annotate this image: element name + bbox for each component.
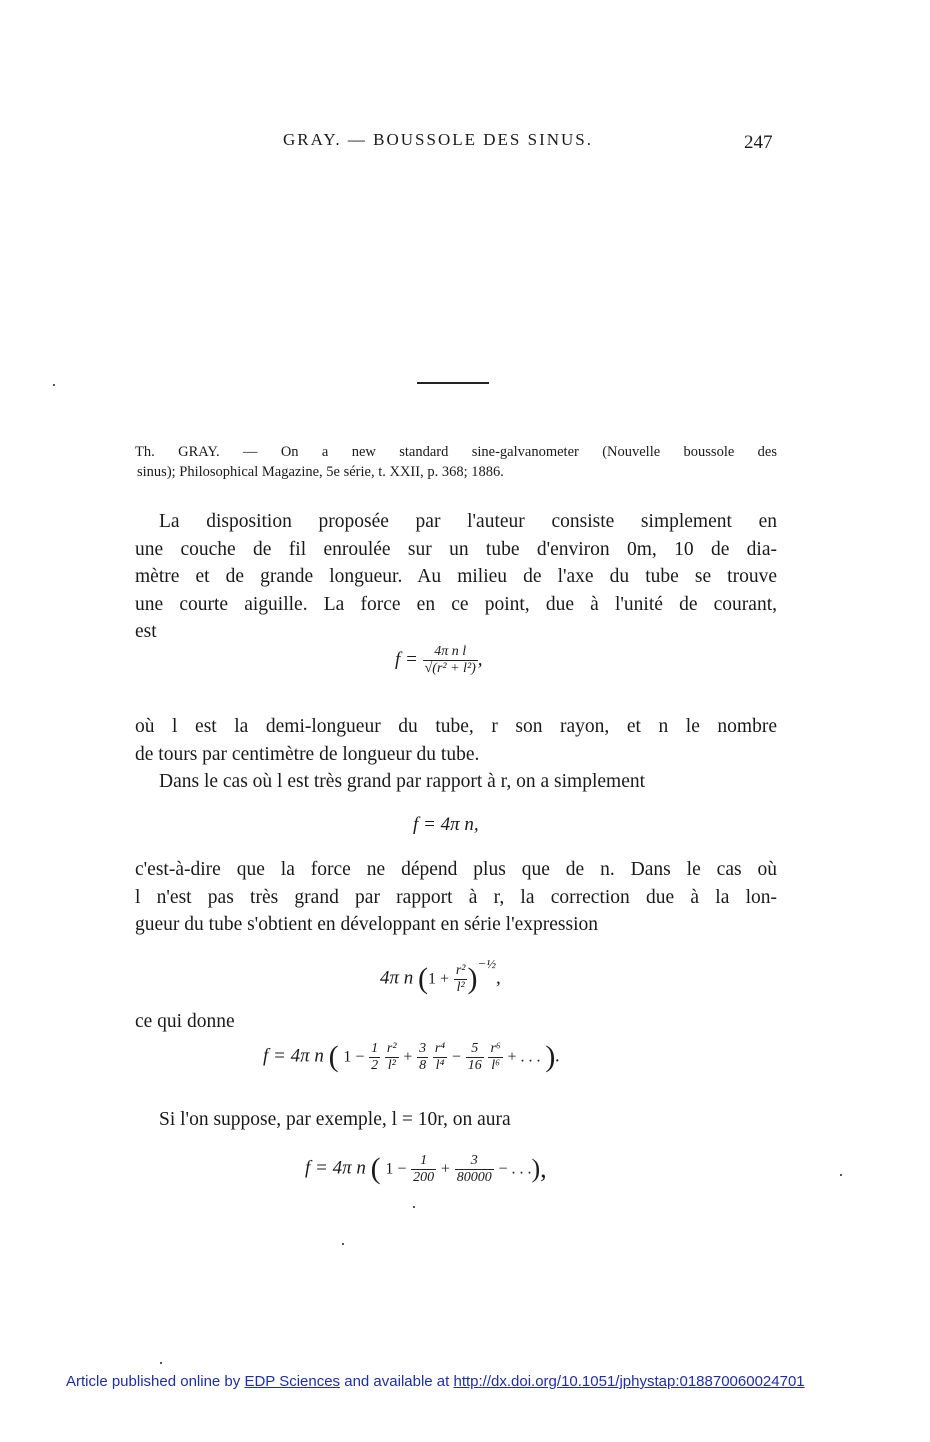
denominator: 80000	[456, 1169, 492, 1185]
numerator: 1	[371, 1040, 379, 1056]
denominator: 16	[467, 1057, 482, 1073]
scan-speck	[342, 1243, 344, 1245]
fraction	[488, 1041, 502, 1074]
term-sign: +	[403, 1048, 413, 1066]
numerator: r⁴	[434, 1040, 446, 1056]
denominator: l⁴	[435, 1057, 445, 1073]
citation-line: Th. GRAY. — On a new standard sine-galvanometer (Nouvelle boussole des	[135, 444, 777, 460]
doi-link[interactable]: http://dx.doi.org/10.1051/jphystap:018870060024701	[453, 1373, 805, 1390]
denominator: 200	[413, 1169, 435, 1185]
footer-middle: and available at	[344, 1373, 450, 1390]
citation-line: sinus); Philosophical Magazine, 5e série, t. XXII, p. 368; 1886.	[137, 464, 504, 480]
equation-lhs: f = 4π n	[263, 1045, 324, 1067]
numerator: 3	[419, 1040, 427, 1056]
scan-speck	[840, 1174, 842, 1176]
paragraph	[135, 1008, 777, 1036]
running-header	[0, 130, 930, 160]
scan-speck	[53, 384, 55, 386]
fraction	[433, 1041, 447, 1074]
exponent: −½	[477, 956, 496, 972]
denominator: l²	[387, 1057, 396, 1073]
coefficient	[466, 1041, 484, 1074]
text-line: une couche de fil enroulée sur un tube d'environ 0m, 10 de dia-	[135, 538, 777, 560]
scan-speck	[160, 1362, 162, 1364]
coefficient	[369, 1041, 380, 1074]
numerator: 5	[466, 1041, 484, 1058]
denominator: l²	[456, 979, 465, 995]
fraction	[411, 1153, 436, 1186]
equation-term: 1 +	[428, 970, 450, 988]
text-line: Si l'on suppose, par exemple, l = 10r, on aura	[159, 1109, 511, 1130]
term-sign: −	[451, 1048, 461, 1066]
equation-end: ),	[531, 1154, 547, 1183]
paragraph	[135, 768, 777, 796]
paragraph	[135, 713, 777, 768]
equation-force	[395, 644, 483, 677]
numerator: r⁶	[490, 1040, 501, 1056]
term-sign: +	[440, 1160, 450, 1178]
equation-end: .	[555, 1045, 561, 1067]
section-divider	[417, 382, 489, 384]
term-sign: 1 −	[343, 1048, 365, 1066]
publication-footer	[66, 1373, 805, 1390]
fraction	[423, 644, 478, 677]
equation-tail: − . . .	[498, 1160, 532, 1178]
equation-tail: ,	[477, 648, 483, 670]
numerator: 4π n l	[423, 644, 478, 661]
paragraph	[135, 508, 777, 646]
text-line: gueur du tube s'obtient en développant en série l'expression	[135, 914, 598, 935]
paren-close: )	[545, 1040, 556, 1073]
running-title: GRAY. — BOUSSOLE DES SINUS.	[283, 130, 594, 149]
paren-open: (	[328, 1040, 339, 1073]
numerator: r²	[386, 1040, 397, 1056]
fraction	[455, 1153, 494, 1186]
text-line: de tours par centimètre de longueur du tube.	[135, 743, 480, 765]
denominator: l⁶	[491, 1057, 500, 1073]
numerator: 1	[411, 1153, 436, 1170]
equation-tail: ,	[496, 967, 501, 989]
equation-prefix: 4π n	[380, 967, 414, 989]
text-line: Dans le cas où l est très grand par rapport à r, on a simplement	[159, 771, 646, 792]
term-sign: 1 −	[385, 1160, 407, 1178]
paragraph	[135, 1106, 777, 1134]
numerator: r²	[455, 962, 466, 978]
text-line: La disposition proposée par l'auteur consiste simplement en	[159, 511, 777, 532]
footer-prefix: Article published online by	[66, 1373, 241, 1390]
page-number: 247	[744, 132, 773, 153]
text-line: c'est-à-dire que la force ne dépend plus que de n. Dans le cas où	[135, 859, 777, 880]
denominator: 8	[419, 1057, 427, 1073]
equation-simple: f = 4π n,	[413, 814, 479, 835]
fraction	[385, 1041, 399, 1074]
paren-open: (	[418, 962, 429, 995]
text-line: est	[135, 621, 157, 642]
text-line: mètre et de grande longueur. Au milieu de l'axe du tube se trouve	[135, 566, 777, 587]
denominator: √(r² + l²)	[424, 661, 476, 676]
publisher-link[interactable]: EDP Sciences	[244, 1373, 341, 1390]
paren-open: (	[370, 1152, 381, 1185]
coefficient	[417, 1041, 428, 1074]
equation-expression	[380, 956, 501, 996]
equation-lhs: f = 4π n	[305, 1157, 366, 1179]
text-line: ce qui donne	[135, 1011, 235, 1032]
bibliographic-citation	[135, 442, 777, 482]
paragraph	[135, 856, 777, 939]
fraction	[454, 963, 468, 996]
text-line: une courte aiguille. La force en ce point, due à l'unité de courant,	[135, 593, 777, 615]
scan-speck	[413, 1206, 415, 1208]
numerator: 3	[455, 1153, 494, 1170]
denominator: 2	[371, 1057, 379, 1073]
text-line: où l est la demi-longueur du tube, r son rayon, et n le nombre	[135, 716, 777, 737]
equation-tail: + . . .	[507, 1048, 541, 1066]
equation-numeric	[305, 1152, 547, 1186]
paren-close: )	[467, 962, 478, 995]
equation-series	[263, 1040, 560, 1074]
equation-lhs: f =	[395, 648, 418, 670]
text-line: l n'est pas très grand par rapport à r, la correction due à la lon-	[135, 886, 777, 908]
